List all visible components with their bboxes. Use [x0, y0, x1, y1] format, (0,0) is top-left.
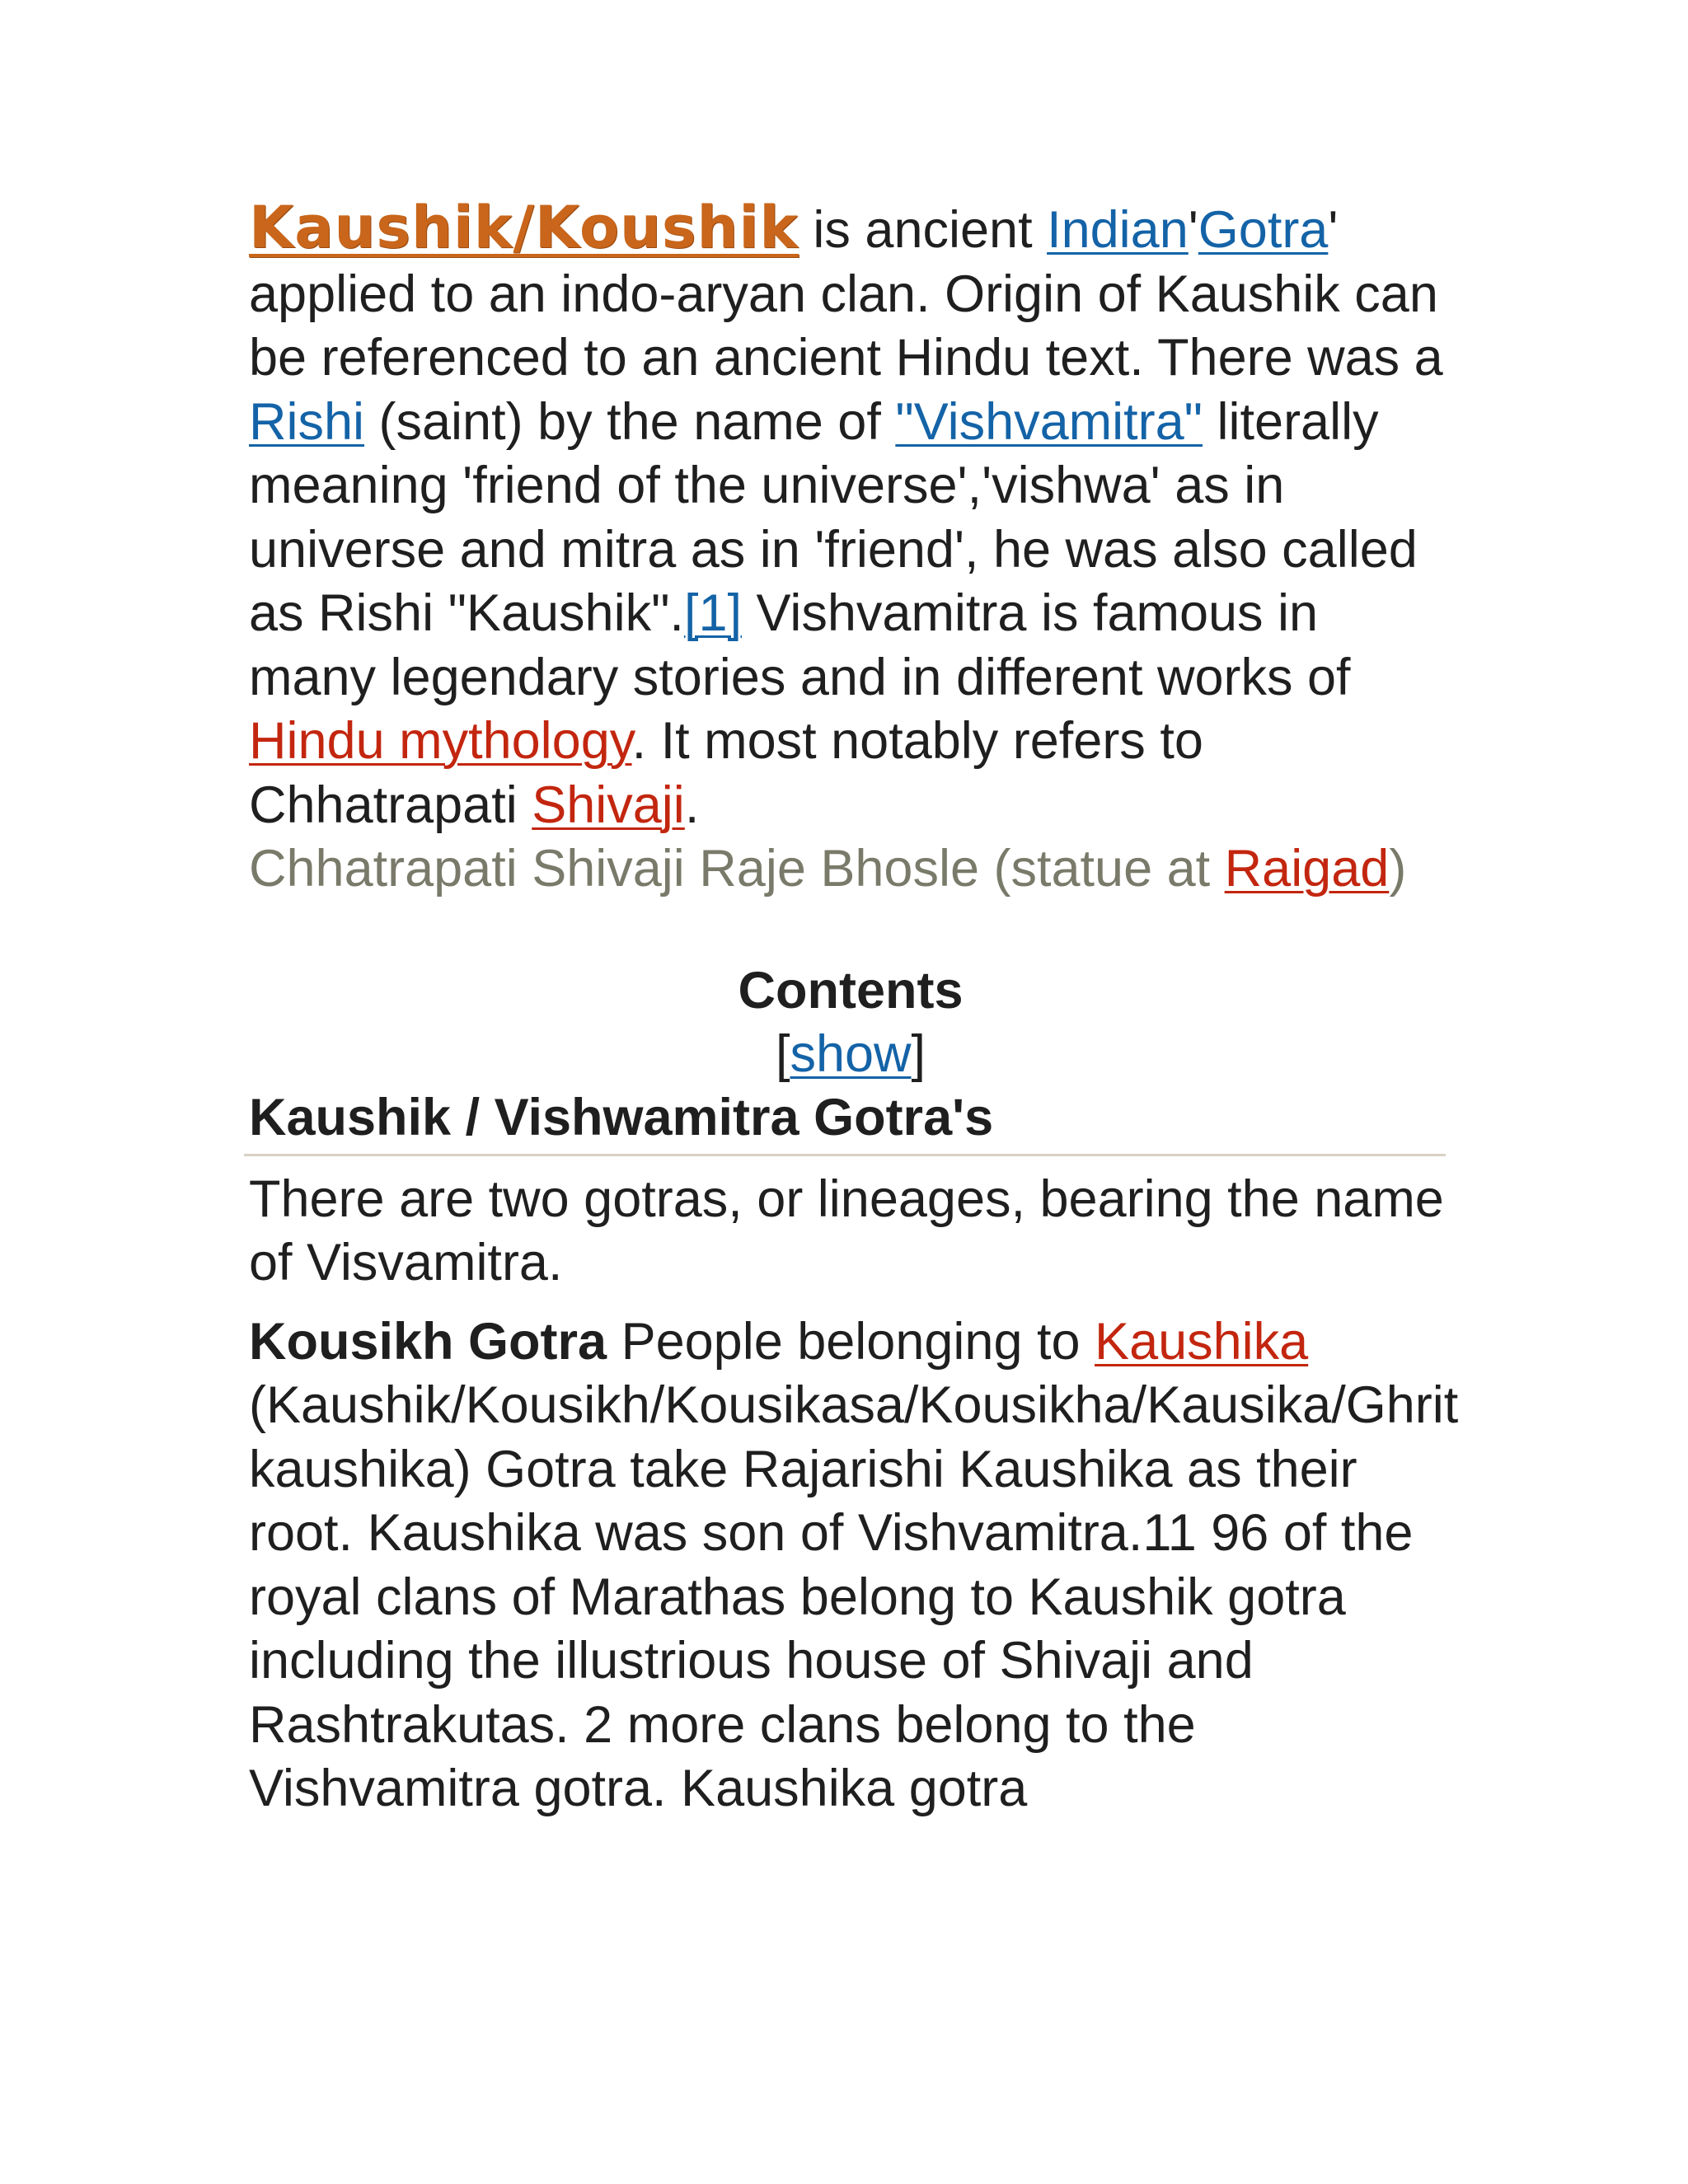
section-divider — [244, 1154, 1446, 1156]
bracket-open: [ — [775, 1024, 790, 1083]
section-paragraph-1: There are two gotras, or lineages, bearing the name of Visvamitra. — [249, 1169, 1444, 1291]
intro-text: is ancient — [798, 201, 1048, 259]
contents-show-link[interactable]: show — [790, 1024, 912, 1083]
article-content — [249, 194, 1459, 1821]
link-rishi[interactable]: Rishi — [249, 392, 365, 451]
contents-title: Contents — [738, 961, 964, 1019]
bracket-close: ] — [911, 1024, 926, 1083]
section-heading: Kaushik / Vishwamitra Gotra's — [249, 1088, 994, 1146]
intro-text: (saint) by the name of — [364, 392, 896, 451]
link-shivaji[interactable]: Shivaji — [532, 776, 685, 834]
kousikh-gotra-label: Kousikh Gotra — [249, 1312, 607, 1371]
para-text: People belonging to — [607, 1312, 1095, 1371]
image-caption — [249, 840, 1406, 898]
intro-text: . — [684, 776, 700, 834]
para-text: (Kaushik/Kousikh/Kousikasa/Kousikha/Kausika/Ghrit kaushika) Gotra take Rajarishi Kaushika as their root. Kaushika was son of Vishvamitra.11 96 of the royal clans of Marathas belong to Kaushik gotra including the illustrious house of Shivaji and Rashtrakutas. 2 more clans belong to the Vishvamitra gotra. Kaushika gotra — [249, 1376, 1459, 1817]
intro-text: ' — [1188, 201, 1198, 259]
link-indian[interactable]: Indian — [1047, 201, 1189, 259]
intro-paragraph — [249, 196, 1452, 902]
intro-text: . It most notably refers to Chhatrapati — [249, 712, 1203, 834]
caption-text: Chhatrapati Shivaji Raje Bhosle (statue at — [249, 840, 1225, 898]
intro-text: ' applied to an indo-aryan clan. Origin of Kaushik can be referenced to an ancient Hindu text. There was a — [249, 201, 1443, 387]
link-hindu-mythology[interactable]: Hindu mythology — [249, 712, 632, 770]
link-raigad[interactable]: Raigad — [1224, 840, 1390, 898]
article-headline: Kaushik/Koushik — [249, 194, 799, 261]
intro-text: Vishvamitra is famous in many legendary stories and in different works of — [249, 584, 1351, 706]
intro-text: literally meaning 'friend of the universe','vishwa' as in universe and mitra as in 'friend', he was also called as Rishi "Kaushik". — [249, 392, 1418, 642]
link-gotra[interactable]: Gotra — [1198, 201, 1329, 259]
link-kaushika[interactable]: Kaushika — [1095, 1312, 1309, 1371]
caption-close: ) — [1389, 840, 1407, 898]
section-paragraph-2 — [249, 1310, 1459, 1821]
link-vishvamitra[interactable]: "Vishvamitra" — [895, 392, 1203, 451]
reference-link-1[interactable]: [1] — [683, 584, 742, 642]
contents-toggle — [249, 1023, 1452, 1086]
